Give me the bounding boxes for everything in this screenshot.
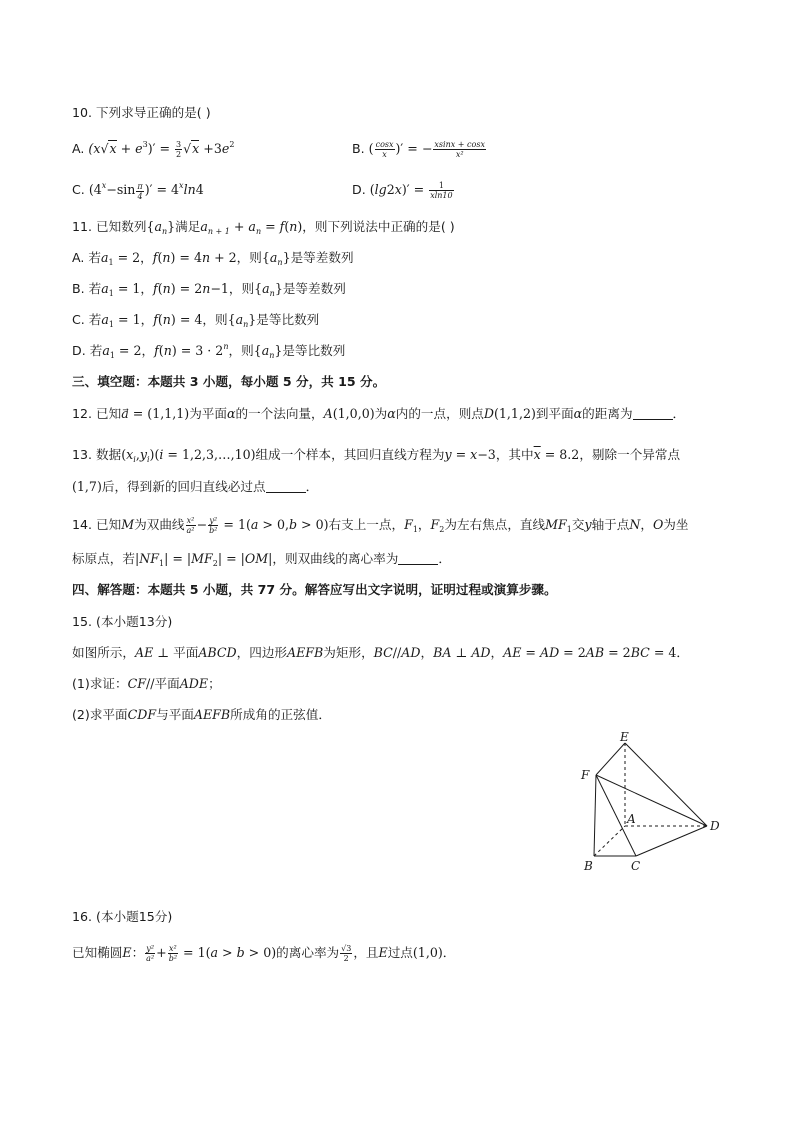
q11-option-c: C. 若$a_1 = 1$，f(n) = 4，则$\{a_n\}$是等比数列 [72, 312, 320, 329]
q14-line-2: 标原点，若$|NF_1| = |MF_2| = |OM|$，则双曲线的离心率为 ． [72, 551, 451, 568]
q13-line-2: (1,7)后，得到新的回归直线必过点 ． [72, 479, 319, 494]
q10-option-a: A. $(x√x + e^3)'$ = $\frac{3}{2}$ $√x +3e^2$ [72, 140, 235, 159]
edge-ED [625, 743, 707, 826]
q11-stem: 11. 已知数列$\{a_n\}$满足$a_{n + 1} + a_n = f(n)$，则下列说法中正确的是( ) [72, 219, 455, 236]
q12: 12. 已知a⃗ = (1,1,1)为平面α的一个法向量，A(1,0,0)为α内的一点，则点D(1,1,2)到平面α的距离为 ． [72, 406, 686, 421]
q16-heading: 16. (本小题15分) [72, 909, 173, 924]
edge-EF [596, 743, 625, 775]
q15-part-2: (2)求平面CDF与平面AEFB所成角的正弦值． [72, 707, 331, 722]
edge-BA-hidden [594, 826, 625, 856]
label-A: A [627, 812, 636, 826]
q11-option-b: B. 若$a_1 = 1$，f(n) = 2n−1，则$\{a_n\}$是等差数列 [72, 281, 346, 298]
edge-CD [636, 826, 707, 856]
q14-line-1: 14. 已知M为双曲线 $\frac{\text{x²}}{\text{a²}}$ − $\frac{\text{y²}}{\text{b²}}$ = 1(a > 0,b > 0)右支上一点，$F_1$，$F_2$为左右焦点，直线$MF_1$交y轴于点N，O为坐 [72, 516, 689, 535]
section-4-heading: 四、解答题：本题共 5 小题，共 77 分。解答应写出文字说明，证明过程或演算步骤。 [72, 582, 557, 597]
label-B: B [584, 859, 593, 873]
label-F: F [581, 768, 590, 782]
q16-stem: 已知椭圆E： $\frac{\text{y²}}{\text{a²}}$ + $\frac{\text{x²}}{\text{b²}}$ = 1(a > b > 0)的离心率为 $\frac{√3}{2}$ ，且E过点(1,0)． [72, 944, 456, 963]
q11-option-a: A. 若$a_1 = 2$，f(n) = 4n + 2，则$\{a_n\}$是等差数列 [72, 250, 354, 267]
label-C: C [631, 859, 641, 873]
edge-FD [596, 775, 707, 826]
q10-stem: 10. 下列求导正确的是( ) [72, 105, 211, 120]
q13-line-1: 13. 数据$(x_i,y_i)(i$ = 1,2,3,…,10)组成一个样本，其回归直线方程为y = x−3，其中$\overline{x} = 8.2$，剔除一个异常点 [72, 447, 681, 464]
section-3-heading: 三、填空题：本题共 3 小题，每小题 5 分，共 15 分。 [72, 374, 386, 389]
q10-option-c: C. ($4^x-\sin$ $_{\frac{\pi}{4}}$ )′ = $4^x\ln 4$ [72, 181, 204, 201]
q15-heading: 15. (本小题13分) [72, 614, 173, 629]
geometry-figure [570, 728, 730, 878]
edge-FB [594, 775, 596, 856]
q10-option-b: B. ( $\frac{\cos x}{x}$ )′ = − $\frac{xsinx + \cos x}{\text{x²}}$ [352, 140, 485, 159]
q13-answer-blank[interactable] [266, 480, 306, 493]
q11-option-d: D. 若$a_1 = 2$，$f(n) = 3 \cdot 2^n$，则$\{a_n\}$是等比数列 [72, 342, 346, 360]
q15-part-1: (1)求证：CF//平面ADE； [72, 676, 221, 691]
label-E: E [620, 730, 629, 744]
label-D: D [710, 819, 720, 833]
q14-answer-blank[interactable] [398, 552, 438, 565]
q12-answer-blank[interactable] [633, 407, 673, 420]
q15-stem: 如图所示，AE ⊥ 平面ABCD，四边形AEFB为矩形，BC//AD，BA ⊥ AD，AE = AD = 2AB = 2BC = 4． [72, 645, 689, 660]
q10-option-d: D. (lg2x)′ = $\frac{1}{xln10}$ [352, 181, 453, 200]
